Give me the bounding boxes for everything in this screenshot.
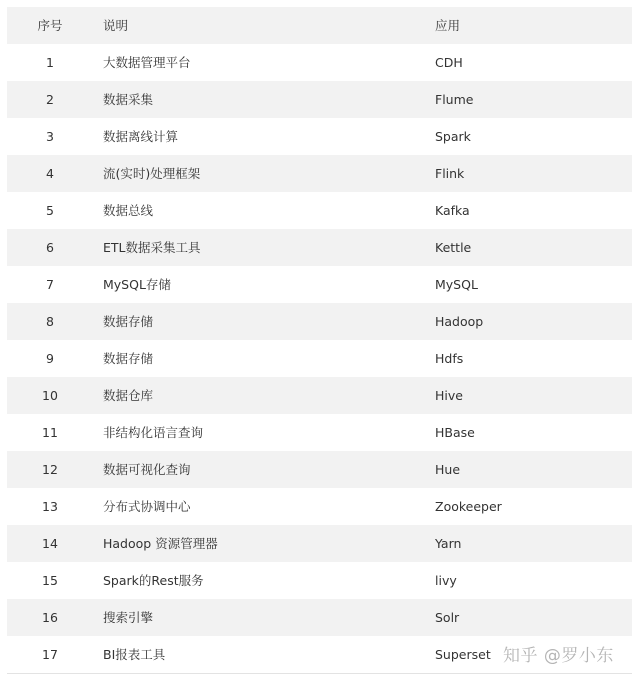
header-no: 序号 [37,18,63,33]
row-desc: MySQL存储 [103,277,171,292]
table-header-row [7,7,632,44]
row-desc: ETL数据采集工具 [103,240,201,255]
row-no: 7 [46,277,54,292]
row-app: Solr [435,610,460,625]
table-row [7,599,632,636]
row-no: 11 [42,425,58,440]
table-row [7,340,632,377]
row-app: CDH [435,55,463,70]
header-app: 应用 [435,18,461,33]
row-app: Hive [435,388,463,403]
row-no: 17 [42,647,58,662]
row-no: 14 [42,536,58,551]
row-no: 2 [46,92,54,107]
row-app: Kafka [435,203,470,218]
row-no: 15 [42,573,58,588]
row-no: 5 [46,203,54,218]
row-app: livy [435,573,457,588]
table-body [7,44,632,673]
row-desc: Hadoop 资源管理器 [103,536,218,551]
row-desc: 数据存储 [103,351,154,366]
table-row [7,525,632,562]
apps-table [7,7,632,674]
row-app: Kettle [435,240,472,255]
table-row [7,81,632,118]
row-no: 16 [42,610,58,625]
row-app: HBase [435,425,475,440]
table-row [7,303,632,340]
table-row [7,118,632,155]
row-no: 1 [46,55,54,70]
row-desc: 数据采集 [103,92,154,107]
row-desc: 数据存储 [103,314,154,329]
table-row [7,266,632,303]
row-no: 9 [46,351,54,366]
row-desc: 分布式协调中心 [103,499,191,514]
row-no: 4 [46,166,54,181]
row-desc: 搜索引擎 [103,610,154,625]
row-app: Flink [435,166,465,181]
row-desc: 数据总线 [103,203,154,218]
row-app: Hdfs [435,351,464,366]
watermark-text: 知乎 @罗小东 [503,646,614,666]
row-app: Flume [435,92,474,107]
table-row [7,451,632,488]
table-row [7,155,632,192]
row-app: Hue [435,462,461,477]
row-no: 12 [42,462,58,477]
row-desc: 流(实时)处理框架 [103,166,201,181]
row-desc: 数据离线计算 [103,129,179,144]
row-desc: 数据仓库 [103,388,154,403]
table-row [7,488,632,525]
row-app: Hadoop [435,314,484,329]
table-row [7,562,632,599]
table-row [7,414,632,451]
table-row [7,229,632,266]
table-row [7,44,632,81]
row-app: Zookeeper [435,499,502,514]
row-no: 8 [46,314,54,329]
row-desc: 数据可视化查询 [103,462,191,477]
row-no: 13 [42,499,58,514]
table-row [7,192,632,229]
row-app: Yarn [435,536,462,551]
table-row [7,377,632,414]
row-desc: Spark的Rest服务 [103,573,204,588]
header-desc: 说明 [103,18,129,33]
row-desc: BI报表工具 [103,647,166,662]
row-app: Spark [435,129,471,144]
row-no: 10 [42,388,58,403]
row-desc: 非结构化语言查询 [103,425,204,440]
row-app: MySQL [435,277,478,292]
row-no: 3 [46,129,54,144]
row-app: Superset [435,647,491,662]
row-no: 6 [46,240,54,255]
row-desc: 大数据管理平台 [103,55,191,70]
